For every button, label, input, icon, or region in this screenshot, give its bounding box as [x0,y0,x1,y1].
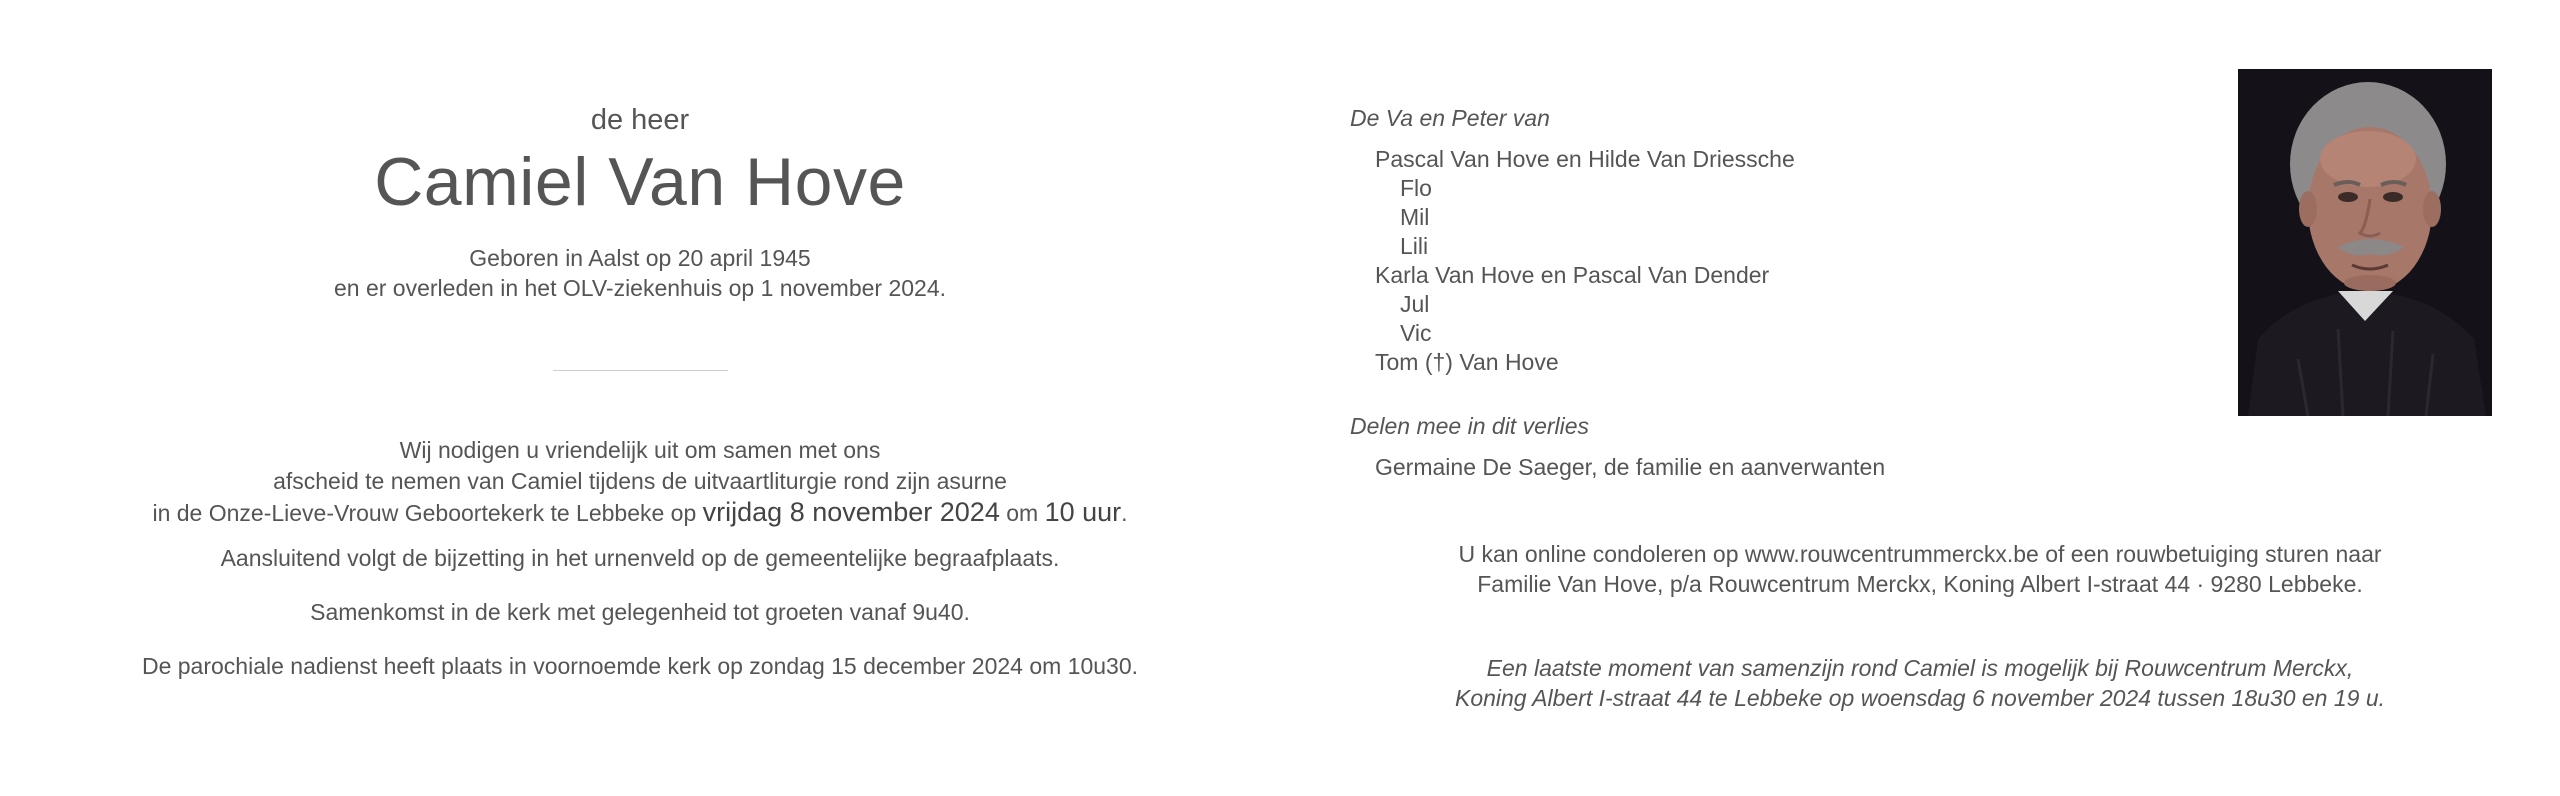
invite-line-3 [0,497,1280,529]
death-line: en er overleden in het OLV-ziekenhuis op 1 november 2024. [333,275,947,301]
visit-line-1: Een laatste moment van samenzijn rond Camiel is mogelijk bij Rouwcentrum Merckx, [1486,655,2354,681]
gathering-info: Samenkomst in de kerk met gelegenheid tot groeten vanaf 9u40. [310,599,970,625]
memorial-mass-info: De parochiale nadienst heeft plaats in voornoemde kerk op zondag 15 december 2024 om 10u30. [141,653,1139,679]
family-member: Flo [1400,175,1432,201]
visit-line-2: Koning Albert I-straat 44 te Lebbeke op woensdag 6 november 2024 tussen 18u30 en 19 u. [1454,685,2386,711]
invite-line-1: Wij nodigen u vriendelijk uit om samen met ons [399,437,881,463]
deceased-name: Camiel Van Hove [374,144,906,220]
family-member: Jul [1400,291,1430,317]
invite-period: . [1121,500,1128,526]
funeral-date: vrijdag 8 november 2024 [702,497,1000,527]
funeral-invitation [0,435,1280,529]
family-member: Pascal Van Hove en Hilde Van Driessche [1375,146,1795,172]
condolence-info [1280,539,2560,599]
invite-location: in de Onze-Lieve-Vrouw Geboortekerk te Lebbeke op [152,500,703,526]
invite-om: om [999,500,1045,526]
birth-line: Geboren in Aalst op 20 april 1945 [469,245,811,271]
burial-info: Aansluitend volgt de bijzetting in het urnenveld op de gemeentelijke begraafplaats. [220,545,1060,571]
share-heading: Delen mee in dit verlies [1350,413,1590,439]
condolence-line-1: U kan online condoleren op www.rouwcentrummerckx.be of een rouwbetuiging sturen naar [1458,541,2382,567]
funeral-time: 10 uur [1044,497,1122,527]
family-member: Karla Van Hove en Pascal Van Dender [1375,262,1770,288]
portrait-photo [2238,69,2492,416]
share-text: Germaine De Saeger, de familie en aanverwanten [1375,454,1886,480]
birth-death-info [0,243,1280,303]
portrait-illustration [2238,69,2492,416]
condolence-line-2: Familie Van Hove, p/a Rouwcentrum Merckx, Koning Albert I-straat 44 · 9280 Lebbeke. [1477,571,2363,597]
family-member: Mil [1400,204,1430,230]
divider [553,370,728,371]
salutation: de heer [590,104,690,136]
invite-line-2: afscheid te nemen van Camiel tijdens de uitvaartliturgie rond zijn asurne [273,468,1007,494]
family-member: Tom (†) Van Hove [1375,349,1559,375]
family-heading: De Va en Peter van [1350,105,1550,131]
family-member: Lili [1400,233,1429,259]
family-member: Vic [1400,320,1432,346]
visitation-info [1280,653,2560,713]
